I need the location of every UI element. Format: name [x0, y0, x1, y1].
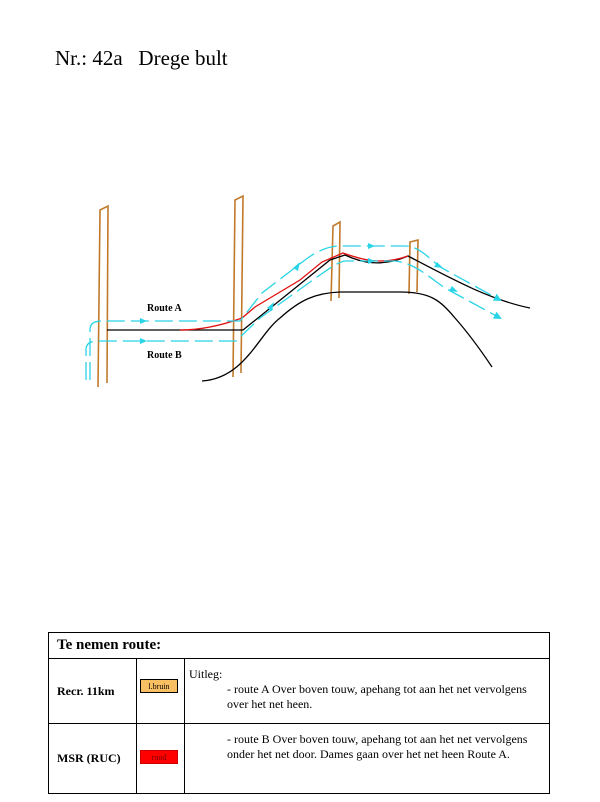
- net-curve: [202, 292, 492, 381]
- route-a-label: Route A: [147, 303, 182, 314]
- route-table-header: Te nemen route:: [49, 633, 549, 659]
- rope-and-net: [107, 255, 530, 381]
- post-2: [233, 196, 243, 377]
- obstacle-name: Drege bult: [138, 46, 228, 70]
- post-3: [331, 222, 340, 301]
- table-row: [49, 659, 549, 724]
- category-name: Recr. 11km: [49, 659, 137, 723]
- upper-rope: [107, 255, 530, 330]
- color-cell: [137, 724, 185, 793]
- route-table: [48, 632, 550, 794]
- color-cell: [137, 659, 185, 723]
- route-description: [185, 724, 549, 793]
- post-1: [98, 206, 108, 387]
- description-text: - route B Over boven touw, apehang tot aan het net vervolgens onder het net door. Dames gaan over het net heen Route A.: [227, 732, 528, 761]
- table-row: [49, 724, 549, 793]
- description-heading: Uitleg:: [189, 667, 223, 681]
- description-text: - route A Over boven touw, apehang tot aan het net vervolgens over het net heen.: [227, 682, 527, 711]
- route-b-label: Route B: [147, 350, 182, 361]
- obstacle-number: Nr.: 42a: [55, 46, 123, 70]
- category-name: MSR (RUC): [49, 724, 137, 793]
- color-swatch: l.bruin: [140, 679, 178, 693]
- route-description: [185, 659, 549, 723]
- color-swatch: rood: [140, 750, 178, 764]
